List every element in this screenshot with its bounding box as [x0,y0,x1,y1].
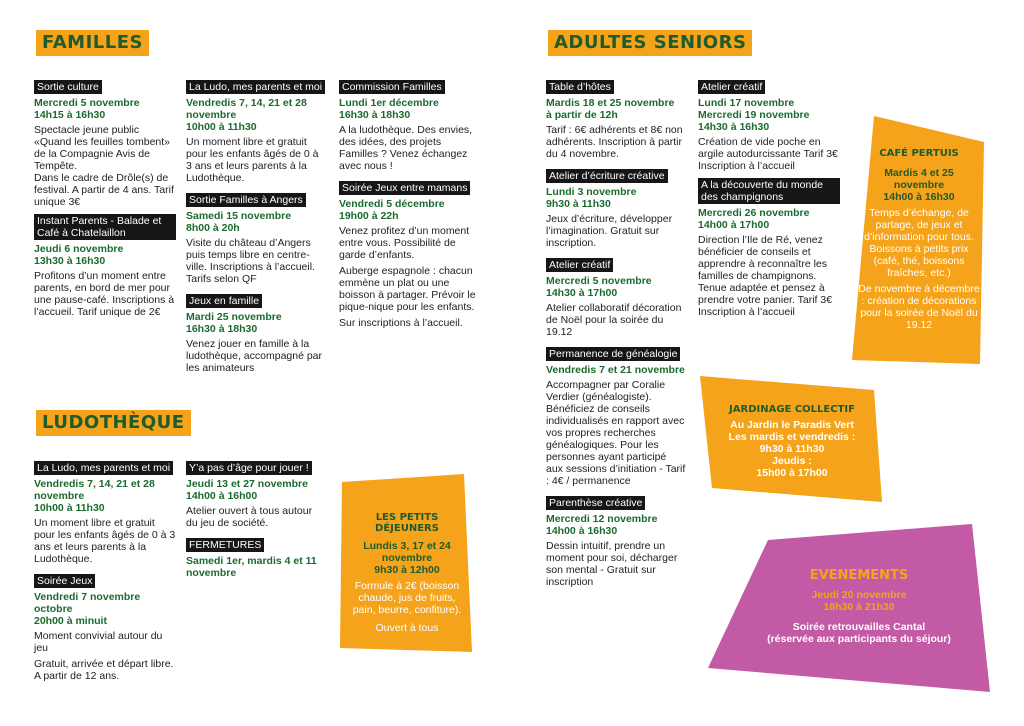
familles-column-3 [339,77,477,335]
event-date: Mardi 25 novembre 16h30 à 18h30 [186,311,282,335]
event-description: Moment convivial autour du jeu [34,630,163,654]
event-description: Jeux d’écriture, développer l’imagination. Gratuit sur inscription. [546,213,673,249]
event-title: Instant Parents - Balade et Café à Chatelaillon [34,214,176,240]
event-date: Mercredi 5 novembre 14h15 à 16h30 [34,97,140,121]
event-item [34,77,176,208]
event-date: Jeudi 13 et 27 novembre 14h00 à 16h00 [186,478,308,502]
event-date: Vendredis 7 et 21 novembre [546,364,685,376]
event-description: Gratuit, arrivée et départ libre. A partir de 12 ans. [34,658,174,682]
event-description: Direction l’Ile de Ré, venez bénéficier de conseils et apprendre à reconnaître les familles de champignons. Tenue adaptée et pensez à prendre votre panier. Tarif 3€ Inscription à l’accueil [698,234,833,318]
petits-dejeuners-title: LES PETITS DÉJEUNERS [375,512,439,534]
event-title: Jeux en famille [186,294,262,308]
event-description: Profitons d’un moment entre parents, en bord de mer pour une pause-café. Inscriptions à l’accueil. Tarif unique de 2€ [34,270,175,318]
event-date: Vendredis 7, 14, 21 et 28 novembre 10h00 à 11h30 [34,478,155,514]
jardinage-title: JARDINAGE COLLECTIF [729,404,855,415]
event-description: Dessin intuitif, prendre un moment pour soi, décharger son mental - Gratuit sur inscription [546,540,678,588]
event-title: Sortie culture [34,80,102,94]
event-description: Atelier ouvert à tous autour du jeu de société. [186,505,313,529]
adultes-column-1 [546,77,686,594]
event-title: Permanence de généalogie [546,347,680,361]
event-item [546,493,686,588]
event-date: Mardis 18 et 25 novembre à partir de 12h [546,97,675,121]
event-title: Atelier créatif [546,258,613,272]
event-description: Venez profitez d’un moment entre vous. Possibilité de garde d’enfants. [339,225,470,261]
event-date: Mercredi 26 novembre 14h00 à 17h00 [698,207,810,231]
event-title: La Ludo, mes parents et moi [34,461,173,475]
event-date: Samedi 1er, mardis 4 et 11 novembre [186,555,317,579]
event-title: Table d’hôtes [546,80,614,94]
evenements-title: EVENEMENTS [809,568,909,583]
event-date: Lundi 17 novembre Mercredi 19 novembre 14h30 à 16h30 [698,97,810,133]
event-item [546,344,686,487]
event-date: Mercredi 12 novembre 14h00 à 16h30 [546,513,658,537]
adultes-column-2 [698,77,840,324]
event-item [546,255,686,338]
evenements-text: Soirée retrouvailles Cantal (réservée aux participants du séjour) [767,621,951,645]
familles-column-1 [34,77,176,324]
event-item [546,166,686,249]
petits-dejeuners-note: Ouvert à tous [375,622,439,634]
event-description: Création de vide poche en argile autodurcissante Tarif 3€ Inscription à l’accueil [698,136,838,172]
ludotheque-column-1 [34,458,176,688]
event-description: Auberge espagnole : chacun emmène un plat ou une boisson à partager. Prévoir le pique-nique pour les enfants. [339,265,476,313]
event-date: Samedi 15 novembre 8h00 à 20h [186,210,292,234]
event-title: Atelier créatif [698,80,765,94]
event-description: Venez jouer en famille à la ludothèque, accompagné par les animateurs [186,338,323,374]
jardinage-box [698,374,884,504]
event-description: Visite du château d’Angers puis temps libre en centre-ville. Inscriptions à l’accueil. Tarifs selon QF [186,237,315,285]
event-title: Y’a pas d’âge pour jouer ! [186,461,312,475]
event-title: Soirée Jeux entre mamans [339,181,470,195]
event-title: Parenthèse créative [546,496,645,510]
event-item [546,77,686,160]
event-item [34,458,176,565]
event-date: Vendredis 7, 14, 21 et 28 novembre 10h00 à 11h30 [186,97,307,133]
cafe-pertuis-date: Mardis 4 et 25 novembre 14h00 à 16h30 [883,167,955,203]
event-title: A la découverte du monde des champignons [698,178,840,204]
evenements-date: Jeudi 20 novembre 18h30 à 21h30 [811,589,907,613]
event-item [339,178,477,329]
section-title-ludotheque: LUDOTHÈQUE [36,410,191,436]
evenements-box [706,522,992,694]
event-item [186,535,326,579]
event-item [698,178,840,318]
event-date: Vendredi 5 décembre 19h00 à 22h [339,198,445,222]
event-description: Un moment libre et gratuit pour les enfants âgés de 0 à 3 ans et leurs parents à la Ludothèque. [186,136,319,184]
event-date: Jeudi 6 novembre 13h30 à 16h30 [34,243,124,267]
familles-column-2 [186,77,326,380]
event-title: Atelier d’écriture créative [546,169,668,183]
event-description: Sur inscriptions à l’accueil. [339,317,463,329]
cafe-pertuis-box [850,114,986,366]
petits-dejeuners-desc: Formule à 2€ (boisson chaude, jus de fruits, pain, beurre, confiture). [352,580,462,616]
cafe-pertuis-note: De novembre à décembre : création de décorations pour la soirée de Noël du 19.12 [858,283,980,331]
event-title: La Ludo, mes parents et moi [186,80,325,94]
event-item [339,77,477,172]
event-item [186,77,326,184]
event-date: Lundi 1er décembre 16h30 à 18h30 [339,97,439,121]
event-item [186,458,326,529]
event-item [34,571,176,682]
event-date: Lundi 3 novembre 9h30 à 11h30 [546,186,637,210]
event-title: Sortie Familles à Angers [186,193,306,207]
cafe-pertuis-title: CAFÉ PERTUIS [879,148,959,159]
petits-dejeuners-date: Lundis 3, 17 et 24 novembre 9h30 à 12h00 [363,540,451,576]
event-item [698,77,840,172]
event-item [34,214,176,318]
section-title-adultes: ADULTES SENIORS [548,30,752,56]
section-title-familles: FAMILLES [36,30,149,56]
event-title: Soirée Jeux [34,574,95,588]
event-description: A la ludothèque. Des envies, des idées, des projets Familles ? Venez échangez avec nous ! [339,124,473,172]
ludotheque-column-2 [186,458,326,585]
event-description: Atelier collaboratif décoration de Noël pour la soirée du 19.12 [546,302,682,338]
event-description: Accompagner par Coralie Verdier (généalogiste). Bénéficiez de conseils individualisés en rapport avec vos propres recherches généalogiques. Pour les personnes ayant participé aux sessions d’initiation - Tarif : 4€ / permanence [546,379,686,487]
petits-dejeuners-box [340,472,474,654]
event-title: Commission Familles [339,80,445,94]
event-item [186,190,326,285]
event-item [186,291,326,374]
jardinage-text: Au Jardin le Paradis Vert Les mardis et vendredis : 9h30 à 11h30 Jeudis : 15h00 à 17h00 [728,419,856,479]
event-description: Tarif : 6€ adhérents et 8€ non adhérents. Inscription à partir du 4 novembre. [546,124,683,160]
cafe-pertuis-desc: Temps d’échange, de partage, de jeux et d’information pour tous. Boissons à petits prix (café, thé, boissons fraîches, etc.) [864,207,974,279]
event-date: Vendredi 7 novembre octobre 20h00 à minuit [34,591,141,627]
event-description: Un moment libre et gratuit pour les enfants âgés de 0 à 3 ans et leurs parents à la Ludothèque. [34,517,176,565]
event-title: FERMETURES [186,538,264,552]
event-description: Spectacle jeune public «Quand les feuilles tombent» de la Compagnie Avis de Tempête. Dans le cadre de Drôle(s) de festival. A partir de 4 ans. Tarif unique 3€ [34,124,174,208]
event-date: Mercredi 5 novembre 14h30 à 17h00 [546,275,652,299]
